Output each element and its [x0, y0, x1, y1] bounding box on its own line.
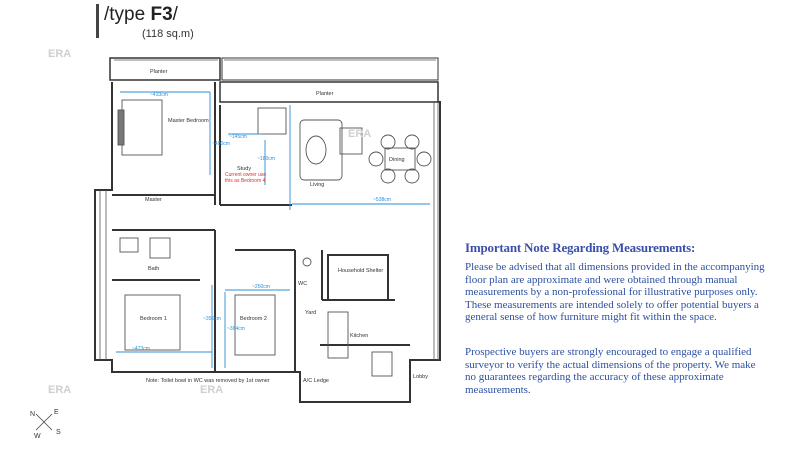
- watermark-logo: ERA: [48, 48, 72, 60]
- dim-master-height: ~480cm: [212, 141, 230, 147]
- measurement-note-paragraph-1: Please be advised that all dimensions provided in the accompanying floor plan are approximate and were obtained through manual measurements by a non-professional for illustrative purposes only. These measurements are intended solely to offer potential buyers a general sense of how furniture might fit within the space.: [465, 261, 765, 323]
- unit-type-code: F3: [150, 4, 173, 25]
- study-table: [258, 108, 286, 134]
- wc-label: WC: [298, 281, 308, 287]
- watermark-logo: ERA: [348, 128, 372, 140]
- master-bedroom-label: Master Bedroom: [168, 118, 209, 124]
- living-label: Living: [310, 182, 325, 188]
- furniture: [118, 100, 431, 376]
- planter-top-label: Planter: [150, 69, 168, 75]
- dining-label: Dining: [389, 157, 405, 163]
- dim-study-width: ~145cm: [229, 134, 247, 140]
- dim-study-height: ~180cm: [257, 156, 275, 162]
- master-bath-label: Master: [145, 197, 162, 203]
- dim-bedroom1-height: ~356cm: [203, 316, 221, 322]
- bedroom1-bed: [125, 295, 180, 350]
- planter-main-label: Planter: [316, 91, 334, 97]
- measurement-note-paragraph-2: Prospective buyers are strongly encouraged to engage a qualified surveyor to verify the actual dimensions of the property. We make no guarantees regarding the accuracy of these approximate measurements.: [465, 346, 756, 396]
- compass-e: E: [54, 409, 59, 416]
- dim-bedroom2-height: ~364cm: [227, 326, 245, 332]
- watermark-logo: ERA: [48, 384, 72, 396]
- kitchen-counter: [328, 312, 348, 358]
- coffee-table: [306, 136, 326, 164]
- bedroom2-bed: [235, 295, 275, 355]
- unit-area: (118 sq.m): [142, 28, 194, 40]
- dim-bedroom2-width: ~250cm: [252, 284, 270, 290]
- yard-label: Yard: [305, 310, 317, 316]
- stove: [372, 352, 392, 376]
- dim-master-width: ~433cm: [150, 92, 168, 98]
- dim-living-width: ~538cm: [373, 197, 391, 203]
- household-shelter-box: [328, 255, 388, 300]
- balcony-strip: [222, 58, 438, 80]
- bedroom1-label: Bedroom 1: [140, 316, 167, 322]
- bedroom2-label: Bedroom 2: [240, 316, 267, 322]
- measurement-note-title: Important Note Regarding Measurements:: [465, 240, 696, 255]
- watermark-logo: ERA: [200, 384, 224, 396]
- compass-w: W: [34, 433, 41, 440]
- bath-label: Bath: [148, 266, 160, 272]
- study-bedroom-note: Current owner use this as Bedroom 4: [225, 172, 267, 184]
- compass: [30, 409, 61, 440]
- compass-n: N: [30, 411, 36, 418]
- toilet-note: Note: Toilet bowl in WC was removed by 1st owner: [146, 378, 270, 384]
- study-label: Study: [237, 166, 252, 172]
- unit-type-title: /type F3/: [104, 4, 178, 25]
- ac-ledge-label: A/C Ledge: [303, 378, 329, 384]
- lobby-label: Lobby: [413, 374, 428, 380]
- master-bed: [122, 100, 162, 155]
- kitchen-label: Kitchen: [350, 333, 369, 339]
- dim-bedroom1-width: ~473cm: [132, 346, 150, 352]
- compass-s: S: [56, 429, 61, 436]
- household-shelter-label: Household Shelter: [338, 268, 384, 274]
